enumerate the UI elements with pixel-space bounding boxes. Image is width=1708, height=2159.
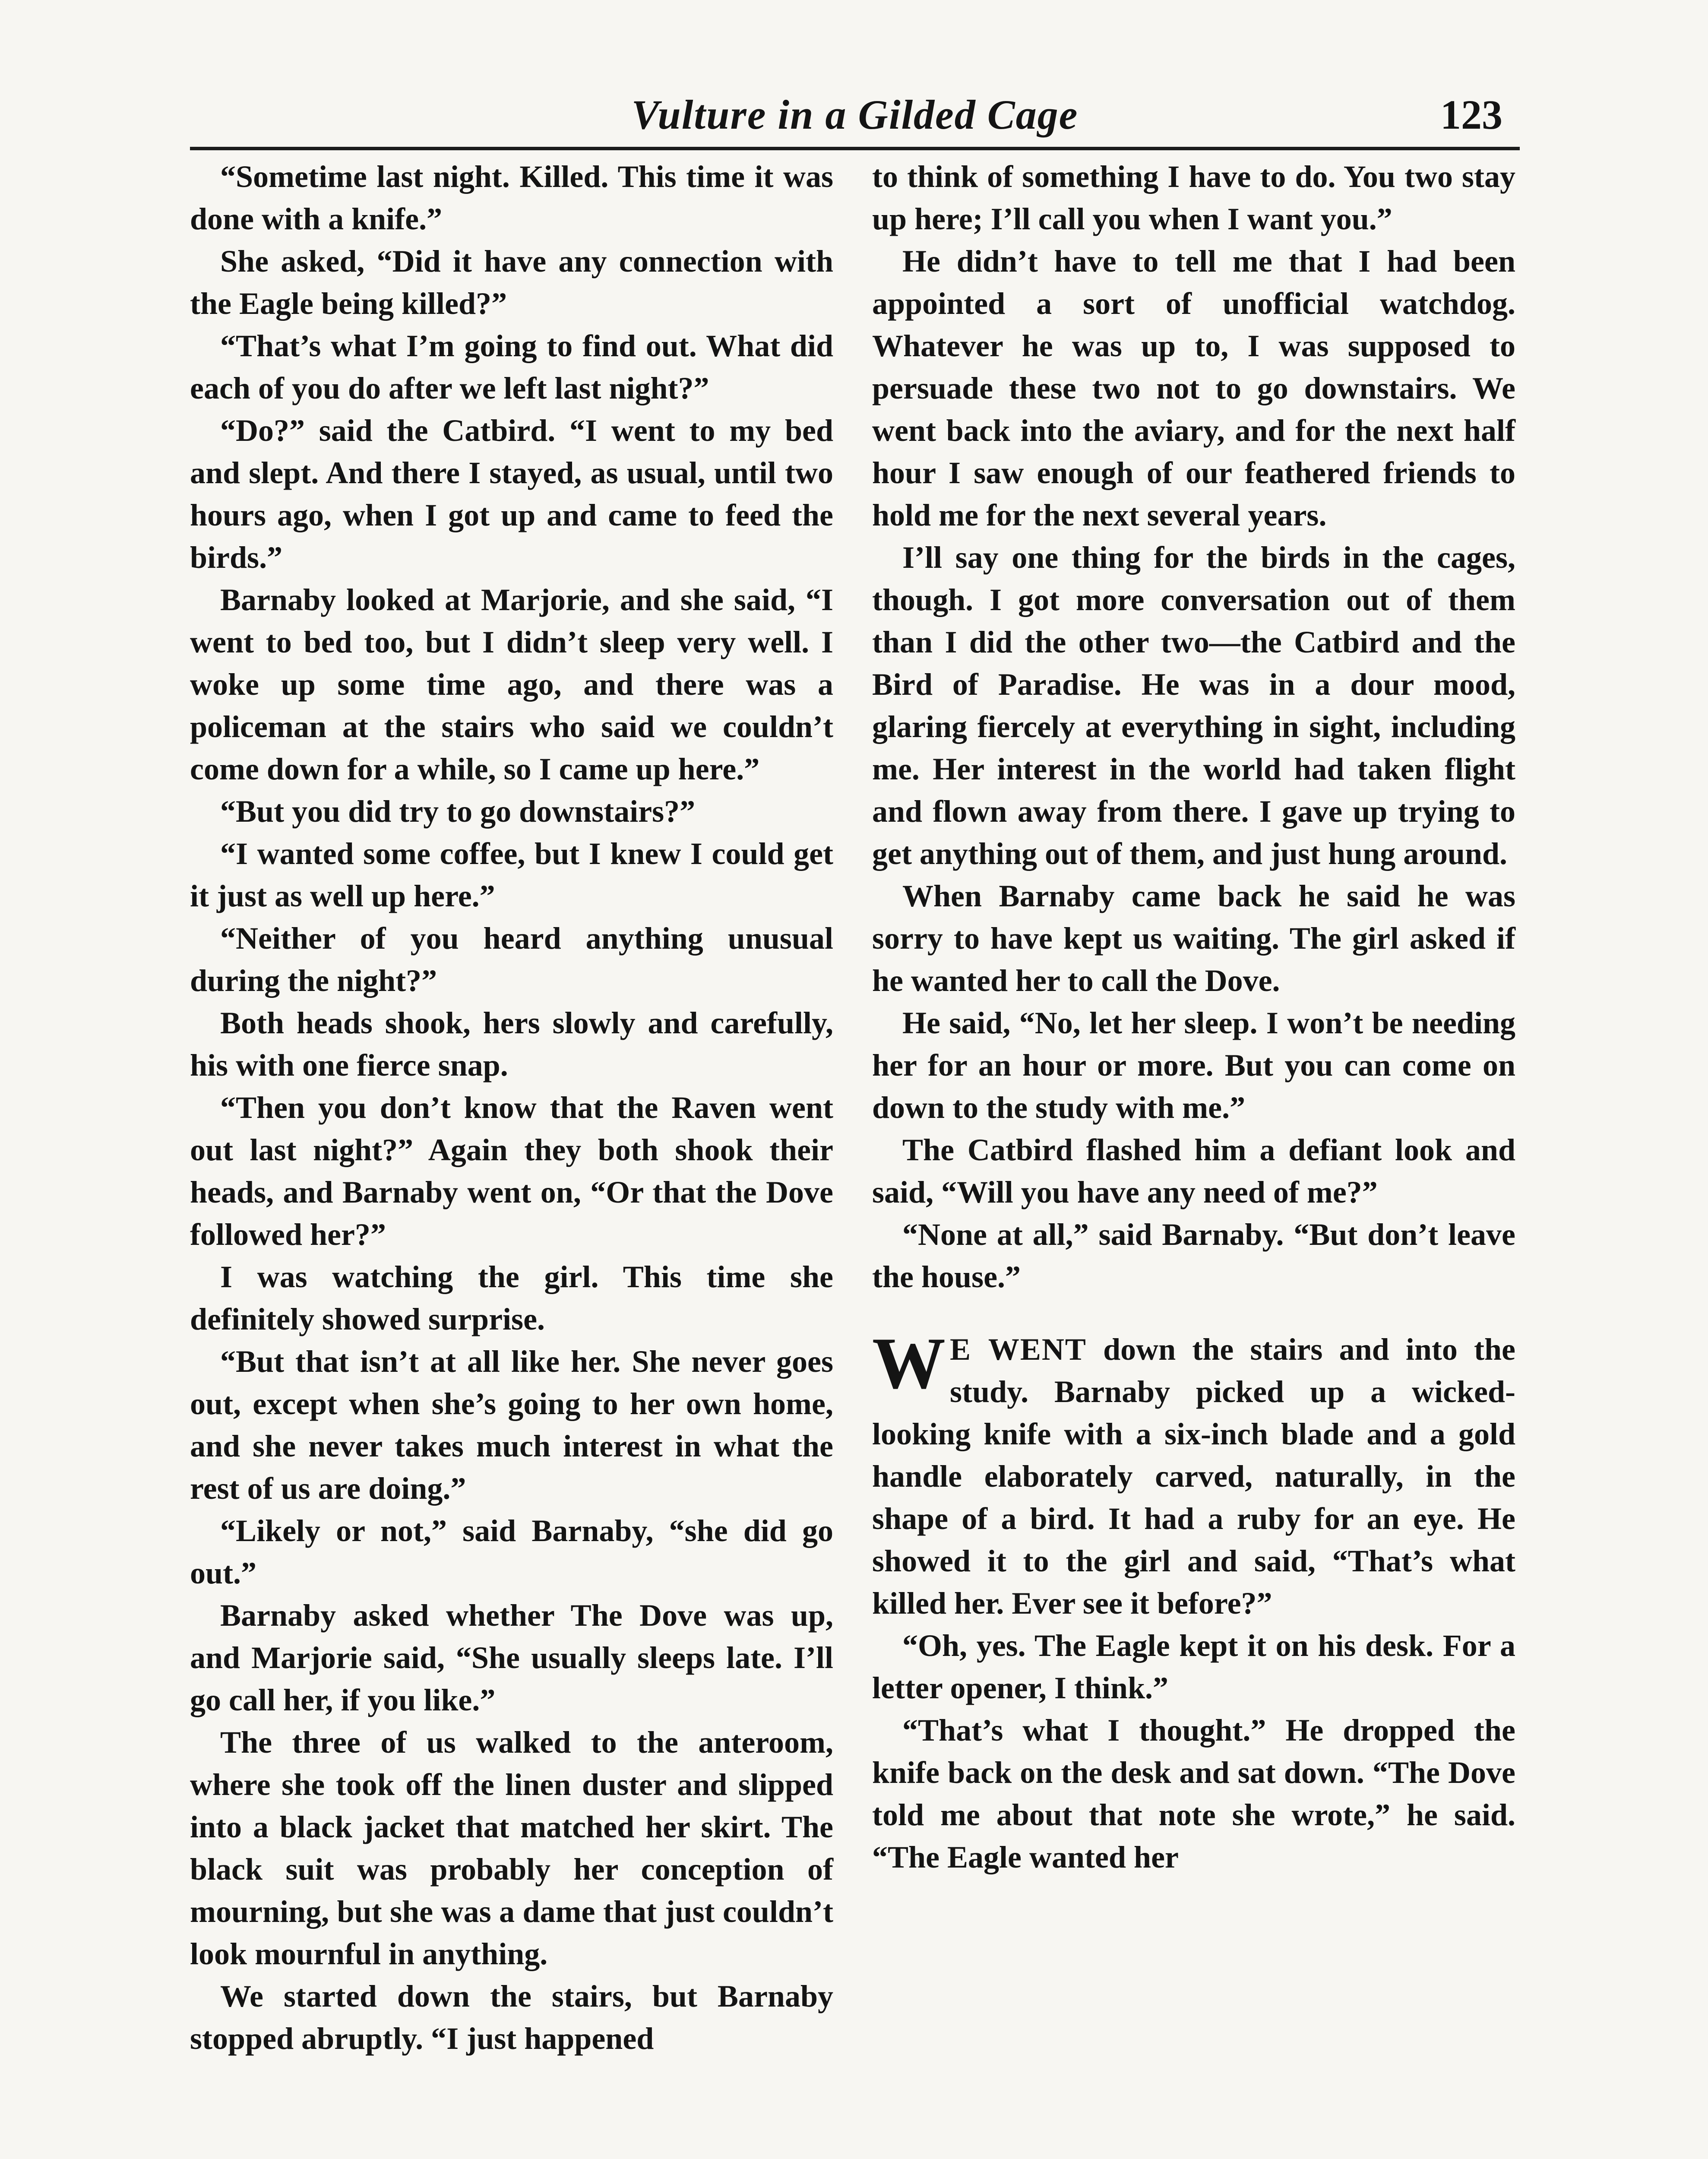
paragraph: “But you did try to go downstairs?” — [220, 794, 696, 829]
paragraph: She asked, “Did it have any connection with the Eagle being killed?” — [190, 244, 833, 321]
paragraph: “Do?” said the Catbird. “I went to my bed and slept. And there I stayed, as usual, until two hours ago, when I got up and came to feed the birds.” — [190, 413, 833, 575]
right-column — [872, 155, 1515, 1878]
paragraph: “Oh, yes. The Eagle kept it on his desk. For a letter opener, I think.” — [872, 1628, 1515, 1705]
paragraph: “I wanted some coffee, but I knew I could get it just as well up here.” — [190, 836, 833, 913]
section-break — [872, 1298, 1515, 1328]
drop-cap: W — [872, 1323, 946, 1404]
paragraph: “Neither of you heard anything unusual during the night?” — [190, 921, 833, 998]
paragraph: He said, “No, let her sleep. I won’t be needing her for an hour or more. But you can come on down to the study with me.” — [872, 1006, 1515, 1125]
paragraph: “That’s what I’m going to find out. What did each of you do after we left last night?” — [190, 329, 833, 405]
left-column — [190, 155, 833, 2060]
paragraph: He didn’t have to tell me that I had been appointed a sort of unofficial watchdog. Whatever he was up to, I was supposed to persuade these two not to go downstairs. We went back into the aviary, and for the next half hour I saw enough of our feathered friends to hold me for the next several years. — [872, 244, 1515, 532]
paragraph: We started down the stairs, but Barnaby stopped abruptly. “I just happened — [190, 1979, 833, 2056]
paragraph: When Barnaby came back he said he was sorry to have kept us waiting. The girl asked if he wanted her to call the Dove. — [872, 879, 1515, 998]
paragraph: “Likely or not,” said Barnaby, “she did go out.” — [190, 1513, 833, 1590]
paragraph: The three of us walked to the anteroom, where she took off the linen duster and slipped into a black jacket that matched her skirt. The black suit was probably her conception of mourning, but she was a dame that just couldn’t look mournful in anything. — [190, 1725, 833, 1971]
running-title: Vulture in a Gilded Cage — [631, 92, 1079, 138]
page-number: 123 — [1440, 92, 1502, 138]
running-header — [190, 86, 1520, 150]
paragraph: “Then you don’t know that the Raven went out last night?” Again they both shook their heads, and Barnaby went on, “Or that the Dove followed her?” — [190, 1090, 833, 1252]
paragraph: “That’s what I thought.” He dropped the knife back on the desk and sat down. “The Dove told me about that note she wrote,” he said. “The Eagle wanted her — [872, 1713, 1515, 1874]
paragraph: “None at all,” said Barnaby. “But don’t leave the house.” — [872, 1217, 1515, 1294]
lead-in-words: E WENT — [950, 1332, 1087, 1367]
paragraph: “But that isn’t at all like her. She never goes out, except when she’s going to her own home, and she never takes much interest in what the rest of us are doing.” — [190, 1344, 833, 1506]
paragraph: Barnaby asked whether The Dove was up, and Marjorie said, “She usually sleeps late. I’ll go call her, if you like.” — [190, 1598, 833, 1717]
paragraph: “Sometime last night. Killed. This time it was done with a knife.” — [190, 159, 833, 236]
paragraph: The Catbird flashed him a defiant look and said, “Will you have any need of me?” — [872, 1133, 1515, 1209]
section-opening-paragraph — [872, 1323, 1516, 1624]
section-opening-text: down the stairs and into the study. Barnaby picked up a wicked-looking knife with a six-inch blade and a gold handle elaborately carved, naturally, in the shape of a bird. It had a ruby for an eye. He showed it to the girl and said, “That’s what killed her. Ever see it before?” — [872, 1332, 1516, 1621]
paragraph: Both heads shook, hers slowly and carefully, his with one fierce snap. — [190, 1006, 833, 1083]
paragraph: I’ll say one thing for the birds in the cages, though. I got more conversation out of them than I did the other two—the Catbird and the Bird of Paradise. He was in a dour mood, glaring fiercely at everything in sight, including me. Her interest in the world had taken flight and flown away from there. I gave up trying to get anything out of them, and just hung around. — [872, 540, 1515, 871]
paragraph: Barnaby looked at Marjorie, and she said, “I went to bed too, but I didn’t sleep very well. I woke up some time ago, and there was a policeman at the stairs who said we couldn’t come down for a while, so I came up here.” — [190, 582, 833, 786]
paragraph-continuation: to think of something I have to do. You two stay up here; I’ll call you when I want you.” — [872, 159, 1515, 236]
paragraph: I was watching the girl. This time she definitely showed surprise. — [190, 1260, 833, 1336]
